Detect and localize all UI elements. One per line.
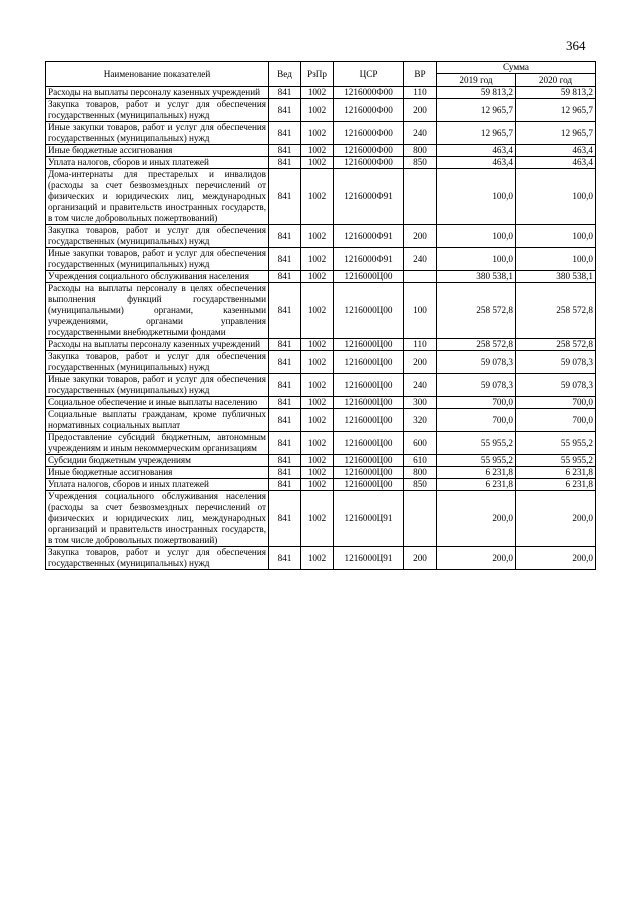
table-row xyxy=(46,409,596,432)
cell-name: Закупка товаров, работ и услуг для обеспечения государственных (муниципальных) нужд xyxy=(46,547,269,570)
cell-csr: 1216000Ц00 xyxy=(334,479,404,491)
header-vr: ВР xyxy=(404,62,437,87)
table-row xyxy=(46,351,596,374)
cell-sum-2019: 258 572,8 xyxy=(437,339,516,351)
cell-vr: 850 xyxy=(404,479,437,491)
cell-rzpr: 1002 xyxy=(301,455,334,467)
table-body xyxy=(46,87,596,570)
cell-vr xyxy=(404,169,437,225)
cell-rzpr: 1002 xyxy=(301,271,334,283)
cell-ved: 841 xyxy=(269,479,301,491)
header-rzpr: РзПр xyxy=(301,62,334,87)
cell-sum-2019: 200,0 xyxy=(437,491,516,547)
cell-sum-2019: 6 231,8 xyxy=(437,479,516,491)
cell-vr: 200 xyxy=(404,225,437,248)
cell-sum-2020: 200,0 xyxy=(516,547,596,570)
cell-ved: 841 xyxy=(269,397,301,409)
cell-sum-2019: 380 538,1 xyxy=(437,271,516,283)
header-year-2020: 2020 год xyxy=(516,74,596,87)
cell-csr: 1216000Ц91 xyxy=(334,491,404,547)
cell-ved: 841 xyxy=(269,99,301,122)
table-row xyxy=(46,455,596,467)
cell-vr: 100 xyxy=(404,283,437,339)
table-row xyxy=(46,169,596,225)
table-row xyxy=(46,491,596,547)
cell-csr: 1216000Ф00 xyxy=(334,87,404,99)
cell-vr: 240 xyxy=(404,374,437,397)
cell-rzpr: 1002 xyxy=(301,99,334,122)
cell-name: Иные бюджетные ассигнования xyxy=(46,145,269,157)
header-name: Наименование показателей xyxy=(46,62,269,87)
cell-vr: 200 xyxy=(404,99,437,122)
cell-name: Закупка товаров, работ и услуг для обеспечения государственных (муниципальных) нужд xyxy=(46,351,269,374)
cell-sum-2019: 463,4 xyxy=(437,145,516,157)
cell-sum-2020: 100,0 xyxy=(516,248,596,271)
cell-csr: 1216000Ф91 xyxy=(334,225,404,248)
cell-csr: 1216000Ц00 xyxy=(334,397,404,409)
cell-vr: 800 xyxy=(404,145,437,157)
cell-csr: 1216000Ф00 xyxy=(334,99,404,122)
cell-csr: 1216000Ц00 xyxy=(334,283,404,339)
cell-ved: 841 xyxy=(269,339,301,351)
table-row xyxy=(46,479,596,491)
table-row xyxy=(46,99,596,122)
cell-vr: 600 xyxy=(404,432,437,455)
cell-name: Уплата налогов, сборов и иных платежей xyxy=(46,157,269,169)
cell-sum-2019: 55 955,2 xyxy=(437,432,516,455)
cell-csr: 1216000Ц00 xyxy=(334,409,404,432)
header-ved: Вед xyxy=(269,62,301,87)
cell-sum-2020: 258 572,8 xyxy=(516,283,596,339)
cell-sum-2020: 700,0 xyxy=(516,409,596,432)
cell-csr: 1216000Ц00 xyxy=(334,351,404,374)
cell-sum-2019: 100,0 xyxy=(437,225,516,248)
cell-csr: 1216000Ф00 xyxy=(334,145,404,157)
cell-ved: 841 xyxy=(269,157,301,169)
cell-vr: 300 xyxy=(404,397,437,409)
cell-vr: 320 xyxy=(404,409,437,432)
cell-vr: 850 xyxy=(404,157,437,169)
cell-ved: 841 xyxy=(269,547,301,570)
cell-sum-2020: 12 965,7 xyxy=(516,99,596,122)
cell-rzpr: 1002 xyxy=(301,169,334,225)
cell-csr: 1216000Ф00 xyxy=(334,122,404,145)
cell-sum-2020: 6 231,8 xyxy=(516,479,596,491)
cell-vr: 200 xyxy=(404,547,437,570)
cell-ved: 841 xyxy=(269,283,301,339)
cell-sum-2019: 59 078,3 xyxy=(437,374,516,397)
cell-csr: 1216000Ц00 xyxy=(334,374,404,397)
cell-sum-2020: 380 538,1 xyxy=(516,271,596,283)
cell-vr xyxy=(404,271,437,283)
cell-ved: 841 xyxy=(269,432,301,455)
cell-vr: 240 xyxy=(404,122,437,145)
cell-name: Субсидии бюджетным учреждениям xyxy=(46,455,269,467)
cell-name: Социальное обеспечение и иные выплаты населению xyxy=(46,397,269,409)
cell-csr: 1216000Ц00 xyxy=(334,271,404,283)
cell-ved: 841 xyxy=(269,351,301,374)
cell-ved: 841 xyxy=(269,145,301,157)
cell-csr: 1216000Ц00 xyxy=(334,432,404,455)
cell-name: Иные бюджетные ассигнования xyxy=(46,467,269,479)
cell-sum-2020: 59 078,3 xyxy=(516,374,596,397)
cell-name: Иные закупки товаров, работ и услуг для обеспечения государственных (муниципальных) нужд xyxy=(46,122,269,145)
cell-sum-2019: 463,4 xyxy=(437,157,516,169)
cell-sum-2019: 59 813,2 xyxy=(437,87,516,99)
cell-rzpr: 1002 xyxy=(301,374,334,397)
cell-csr: 1216000Ф00 xyxy=(334,157,404,169)
cell-sum-2020: 59 078,3 xyxy=(516,351,596,374)
cell-rzpr: 1002 xyxy=(301,157,334,169)
cell-ved: 841 xyxy=(269,169,301,225)
cell-sum-2019: 59 078,3 xyxy=(437,351,516,374)
cell-name: Социальные выплаты гражданам, кроме публичных нормативных социальных выплат xyxy=(46,409,269,432)
cell-ved: 841 xyxy=(269,409,301,432)
cell-name: Дома-интернаты для престарелых и инвалидов (расходы за счет безвозмездных перечислений от физических и юридических лиц, международных организаций и правительств иностранных государств, в том числе добровольных пожертвований) xyxy=(46,169,269,225)
cell-rzpr: 1002 xyxy=(301,122,334,145)
cell-name: Расходы на выплаты персоналу казенных учреждений xyxy=(46,87,269,99)
cell-name: Закупка товаров, работ и услуг для обеспечения государственных (муниципальных) нужд xyxy=(46,225,269,248)
cell-vr xyxy=(404,491,437,547)
cell-sum-2019: 12 965,7 xyxy=(437,122,516,145)
cell-ved: 841 xyxy=(269,225,301,248)
cell-name: Предоставление субсидий бюджетным, автономным учреждениям и иным некоммерческим организациям xyxy=(46,432,269,455)
cell-sum-2020: 59 813,2 xyxy=(516,87,596,99)
cell-sum-2020: 200,0 xyxy=(516,491,596,547)
cell-sum-2020: 12 965,7 xyxy=(516,122,596,145)
cell-ved: 841 xyxy=(269,87,301,99)
cell-csr: 1216000Ф91 xyxy=(334,248,404,271)
cell-ved: 841 xyxy=(269,271,301,283)
cell-sum-2019: 700,0 xyxy=(437,409,516,432)
cell-name: Иные закупки товаров, работ и услуг для обеспечения государственных (муниципальных) нужд xyxy=(46,374,269,397)
cell-ved: 841 xyxy=(269,248,301,271)
table-row xyxy=(46,145,596,157)
cell-vr: 200 xyxy=(404,351,437,374)
cell-rzpr: 1002 xyxy=(301,491,334,547)
cell-ved: 841 xyxy=(269,455,301,467)
cell-sum-2019: 200,0 xyxy=(437,547,516,570)
cell-sum-2019: 12 965,7 xyxy=(437,99,516,122)
cell-sum-2020: 6 231,8 xyxy=(516,467,596,479)
cell-ved: 841 xyxy=(269,491,301,547)
cell-rzpr: 1002 xyxy=(301,397,334,409)
table-row xyxy=(46,122,596,145)
cell-csr: 1216000Ц00 xyxy=(334,455,404,467)
cell-sum-2020: 100,0 xyxy=(516,225,596,248)
cell-ved: 841 xyxy=(269,467,301,479)
cell-vr: 240 xyxy=(404,248,437,271)
cell-rzpr: 1002 xyxy=(301,547,334,570)
cell-rzpr: 1002 xyxy=(301,248,334,271)
table-row xyxy=(46,283,596,339)
cell-rzpr: 1002 xyxy=(301,87,334,99)
cell-name: Учреждения социального обслуживания населения xyxy=(46,271,269,283)
table-row xyxy=(46,225,596,248)
cell-rzpr: 1002 xyxy=(301,225,334,248)
cell-rzpr: 1002 xyxy=(301,339,334,351)
cell-name: Закупка товаров, работ и услуг для обеспечения государственных (муниципальных) нужд xyxy=(46,99,269,122)
cell-name: Уплата налогов, сборов и иных платежей xyxy=(46,479,269,491)
table-row xyxy=(46,547,596,570)
cell-sum-2020: 100,0 xyxy=(516,169,596,225)
cell-rzpr: 1002 xyxy=(301,409,334,432)
cell-rzpr: 1002 xyxy=(301,283,334,339)
cell-csr: 1216000Ф91 xyxy=(334,169,404,225)
table-row xyxy=(46,374,596,397)
header-csr: ЦСР xyxy=(334,62,404,87)
cell-rzpr: 1002 xyxy=(301,351,334,374)
cell-sum-2019: 258 572,8 xyxy=(437,283,516,339)
cell-sum-2020: 463,4 xyxy=(516,145,596,157)
cell-rzpr: 1002 xyxy=(301,145,334,157)
cell-sum-2019: 55 955,2 xyxy=(437,455,516,467)
cell-sum-2020: 55 955,2 xyxy=(516,455,596,467)
cell-name: Учреждения социального обслуживания населения (расходы за счет безвозмездных перечислений от физических и юридических лиц, международных организаций и правительств иностранных государств, в том числе добровольных пожертвований) xyxy=(46,491,269,547)
table-row xyxy=(46,271,596,283)
table-row xyxy=(46,432,596,455)
cell-sum-2019: 100,0 xyxy=(437,248,516,271)
cell-sum-2019: 6 231,8 xyxy=(437,467,516,479)
header-sum: Сумма xyxy=(437,62,596,74)
cell-sum-2020: 700,0 xyxy=(516,397,596,409)
cell-vr: 800 xyxy=(404,467,437,479)
cell-ved: 841 xyxy=(269,122,301,145)
budget-table xyxy=(45,61,596,570)
table-row xyxy=(46,397,596,409)
table-row xyxy=(46,248,596,271)
table-row xyxy=(46,467,596,479)
cell-sum-2020: 258 572,8 xyxy=(516,339,596,351)
cell-vr: 610 xyxy=(404,455,437,467)
cell-sum-2019: 700,0 xyxy=(437,397,516,409)
table-row xyxy=(46,339,596,351)
cell-ved: 841 xyxy=(269,374,301,397)
header-year-2019: 2019 год xyxy=(437,74,516,87)
page-number: 364 xyxy=(566,38,586,53)
cell-rzpr: 1002 xyxy=(301,467,334,479)
cell-name: Расходы на выплаты персоналу в целях обеспечения выполнения функций государственными (муниципальными) органами, казенными учреждениями, органами управления государственными внебюджетными фондами xyxy=(46,283,269,339)
cell-sum-2020: 55 955,2 xyxy=(516,432,596,455)
table-row xyxy=(46,157,596,169)
cell-sum-2020: 463,4 xyxy=(516,157,596,169)
cell-rzpr: 1002 xyxy=(301,432,334,455)
table-row xyxy=(46,87,596,99)
cell-name: Расходы на выплаты персоналу казенных учреждений xyxy=(46,339,269,351)
cell-vr: 110 xyxy=(404,339,437,351)
cell-rzpr: 1002 xyxy=(301,479,334,491)
cell-csr: 1216000Ц91 xyxy=(334,547,404,570)
cell-vr: 110 xyxy=(404,87,437,99)
cell-sum-2019: 100,0 xyxy=(437,169,516,225)
cell-name: Иные закупки товаров, работ и услуг для обеспечения государственных (муниципальных) нужд xyxy=(46,248,269,271)
cell-csr: 1216000Ц00 xyxy=(334,467,404,479)
cell-csr: 1216000Ц00 xyxy=(334,339,404,351)
